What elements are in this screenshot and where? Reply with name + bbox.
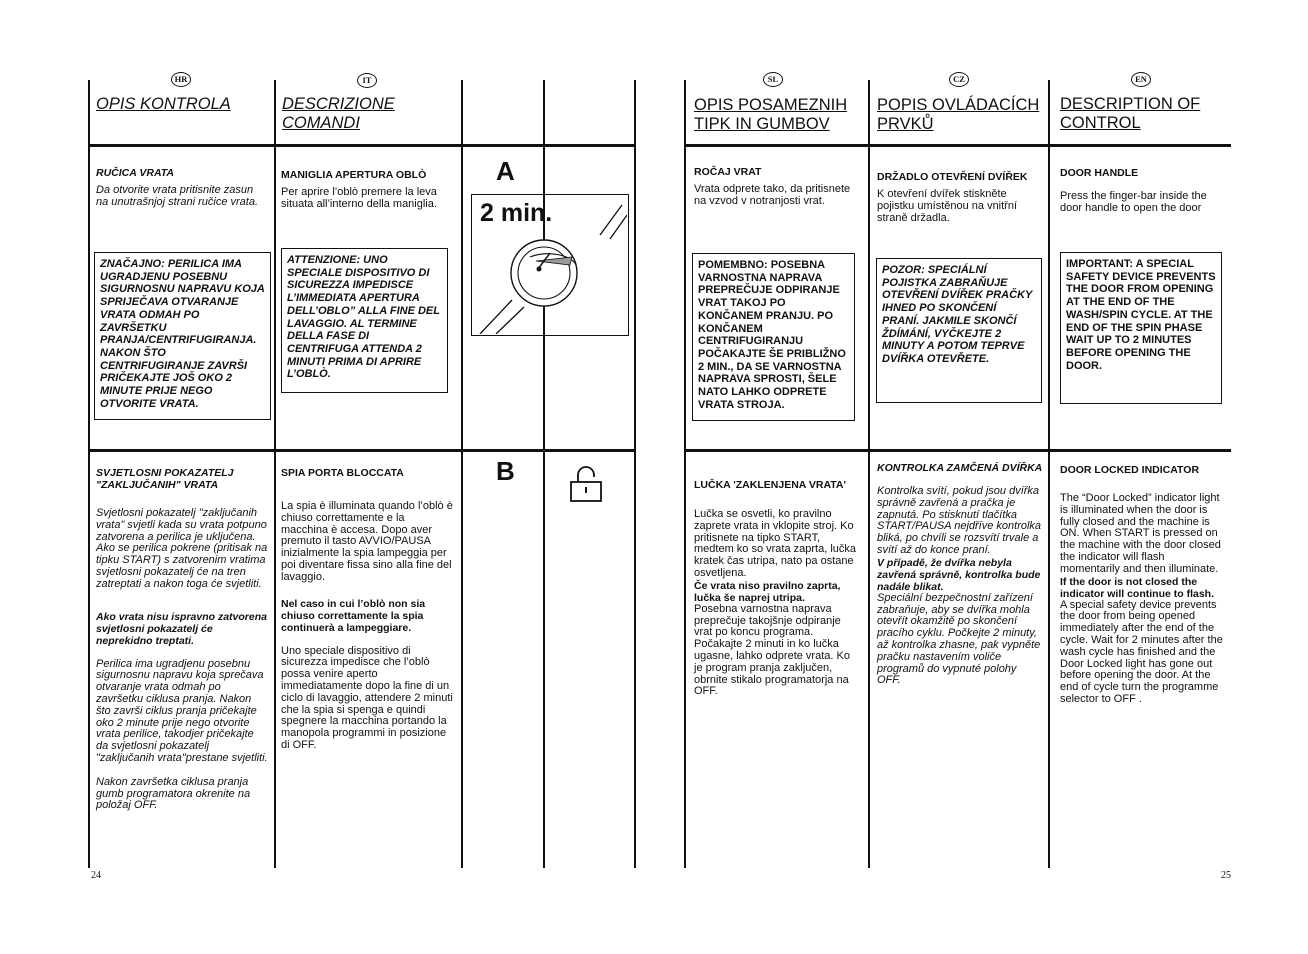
figure-b-label: B: [496, 456, 515, 486]
en-door-locked: [1060, 464, 1225, 706]
cz-door-handle: [877, 171, 1043, 224]
it-door-locked-title: SPIA PORTA BLOCCATA: [281, 467, 404, 479]
figure-a-time: 2 min.: [480, 199, 553, 227]
cz-door-locked-title: KONTROLKA ZAMČENÁ DVÍŘKA: [877, 462, 1043, 474]
sl-warning-box: POMEMBNO: POSEBNA VARNOSTNA NAPRAVA PREPREČUJE ODPIRANJE VRAT TAKOJ PO KONČANEM PRANJU. PO KONČANEM CENTRIFUGIRANJU POČAKAJTE ŠE PRIBLIŽNO 2 MIN., DA SE VARNOSTNA NAPRAVA SPROSTI, ŠELE NATO LAHKO ODPRETE VRATA STROJA.: [692, 253, 855, 421]
hr-door-locked-p3: Perilica ima ugradjenu posebnu sigurnosnu napravu koja sprečava otvaranje vrata odmah po završetku ciklusa pranja. Nakon što završi ciklus pranja pričekajte oko 2 minute prije nego otvorite vrata perilice, takodjer pričekajte da svjetlosni pokazatelj "zaključanih vrata"prestane svjetliti.: [96, 657, 268, 764]
hr-door-handle-text: Da otvorite vrata pritisnite zasun na unutrašnjoj strani ručice vrata.: [96, 184, 259, 208]
sl-door-locked: [694, 479, 860, 698]
cz-door-locked-p3: Speciální bezpečnostní zařízení zabraňuje, aby se dvířka mohla otevřít okamžitě po skončení pracího cyklu. Počkejte 2 minuty, až kontrolka zhasne, pak vypněte pračku nastavením voliče programů do vypnuté polohy OFF.: [877, 591, 1041, 687]
divider-left-top: [88, 144, 635, 147]
divider-left-mid: [88, 449, 635, 452]
rule-left-1: [88, 80, 90, 868]
cz-door-locked-p1: Kontrolka svítí, pokud jsou dvířka správně zavřená a pračka je zapnutá. Po stisknutí tlačítka START/PAUSA nejdříve kontrolka bliká, po chvíli se rozsvítí trvale a svítí až do konce praní.: [877, 485, 1042, 556]
rule-left-2: [274, 80, 276, 868]
it-door-handle-title: MANIGLIA APERTURA OBLÒ: [281, 169, 427, 181]
it-door-locked: [281, 467, 453, 752]
divider-right-top: [684, 144, 1231, 147]
heading-en: DESCRIPTION OF CONTROL: [1060, 95, 1201, 132]
rule-left-3: [461, 80, 463, 868]
en-door-handle-text: Press the finger-bar inside the door handle to open the door: [1060, 190, 1207, 214]
en-door-handle: [1060, 167, 1225, 215]
en-door-locked-p3: A special safety device prevents the door from being opened immediately after the end of the cycle. Wait for 2 minutes after the wash cycle has finished and the Door Locked light has gone out before opening the door. At the end of cycle turn the programme selector to OFF .: [1060, 598, 1223, 705]
sl-door-locked-title: LUČKA 'ZAKLENJENA VRATA': [694, 479, 846, 491]
sl-door-handle-title: ROČAJ VRAT: [694, 166, 762, 178]
cz-door-locked: [877, 462, 1043, 687]
rule-right-3: [1048, 80, 1050, 868]
hr-door-locked-p4: Nakon završetka ciklusa pranja gumb programatora okrenite na položaj OFF.: [96, 775, 251, 812]
divider-right-mid: [684, 449, 1231, 452]
hr-door-locked: [96, 467, 268, 812]
rule-right-1: [684, 80, 686, 868]
rule-left-5: [634, 80, 636, 868]
rule-right-2: [868, 80, 870, 868]
sl-door-locked-p1: Lučka se osvetli, ko pravilno zaprete vrata in vklopite stroj. Ko pritisnete na tipko START, medtem ko so vrata zaprta, lučka kratek čas utripa, nato pa ostane osvetljena.: [694, 508, 857, 579]
it-door-handle: [281, 169, 453, 211]
page-number-left: 24: [91, 870, 101, 881]
it-warning-box: ATTENZIONE: UNO SPECIALE DISPOSITIVO DI SICUREZZA IMPEDISCE L’IMMEDIATA APERTURA DELL’OBLO” ALLA FINE DEL LAVAGGIO. AL TERMINE DELLA FASE DI CENTRIFUGA ATTENDA 2 MINUTI PRIMA DI APRIRE L’OBLÒ.: [281, 248, 448, 393]
en-door-handle-title: DOOR HANDLE: [1060, 167, 1139, 179]
hr-door-handle-title: RUČICA VRATA: [96, 167, 174, 179]
heading-cz: POPIS OVLÁDACÍCH PRVKŮ: [877, 96, 1040, 133]
figure-a-frame: [471, 194, 629, 336]
hr-door-locked-p1: Svjetlosni pokazatelj "zaključanih vrata" svjetli kada su vrata potpuno zatvorena a perilica je uključena. Ako se perilica pokrene (pritisak na tipku START) s zatvorenim vratima svjetlosni pokazatelj će na tren zatreptati a nakon toga će svjetliti.: [96, 507, 268, 590]
hr-door-locked-title: SVJETLOSNI POKAZATELJ "ZAKLJUČANIH" VRATA: [96, 467, 234, 491]
lang-badge-cz: CZ: [949, 72, 969, 87]
sl-door-handle: [694, 166, 860, 208]
lang-badge-sl: SL: [763, 72, 783, 87]
it-door-locked-p3: Uno speciale dispositivo di sicurezza impedisce che l’oblò possa venire aperto immediatamente dopo la fine di un ciclo di lavaggio, attendere 2 minuti che la spia si spenga e quindi spegnere la macchina portando la manopola programmi in posizione di OFF.: [281, 644, 453, 751]
hr-door-handle: [96, 167, 266, 209]
it-door-handle-text: Per aprire l’oblò premere la leva situata all’interno della maniglia.: [281, 186, 437, 210]
sl-door-handle-text: Vrata odprete tako, da pritisnete na vzvod v notranjosti vrat.: [694, 183, 851, 207]
page-number-right: 25: [1221, 870, 1231, 881]
lang-badge-en: EN: [1131, 72, 1151, 87]
sl-door-locked-p2: Če vrata niso pravilno zaprta, lučka še naprej utripa.: [694, 579, 841, 604]
door-handle-illustration: [472, 195, 627, 334]
en-door-locked-title: DOOR LOCKED INDICATOR: [1060, 464, 1200, 476]
sl-door-locked-p3: Posebna varnostna naprava preprečuje takojšnje odpiranje vrat po koncu programa. Počakajte 2 minuti in ko lučka ugasne, lahko odprete vrata. Ko je program pranja zaključen, obrnite stikalo programatorja na OFF.: [694, 602, 850, 698]
en-door-locked-p2: If the door is not closed the indicator will continue to flash.: [1060, 575, 1215, 600]
cz-door-handle-text: K otevření dvířek stiskněte pojistku umístěnou na vnitřní straně držadla.: [877, 188, 1018, 224]
padlock-icon: [568, 466, 604, 504]
heading-hr: OPIS KONTROLA: [96, 95, 231, 113]
cz-warning-box: POZOR: SPECIÁLNÍ POJISTKA ZABRAŇUJE OTEVŘENÍ DVÍŘEK PRAČKY IHNED PO SKONČENÍ PRANÍ. JAKMILE SKONČÍ ŽDÍMÁNÍ, VYČKEJTE 2 MINUTY A POTOM TEPRVE DVÍŘKA OTEVŘETE.: [876, 258, 1042, 403]
figure-a-label: A: [496, 156, 515, 186]
en-warning-box: IMPORTANT: A SPECIAL SAFETY DEVICE PREVENTS THE DOOR FROM OPENING AT THE END OF THE WASH/SPIN CYCLE. AT THE END OF THE SPIN PHASE WAIT UP TO 2 MINUTES BEFORE OPENING THE DOOR.: [1060, 252, 1222, 404]
lang-badge-it: IT: [357, 73, 377, 88]
heading-it: DESCRIZIONE COMANDI: [282, 95, 395, 132]
en-door-locked-p1: The “Door Locked” indicator light is illuminated when the door is fully closed and the machine is ON. When START is pressed on the machine with the door closed the indicator will flash momentarily and then illuminate.: [1060, 492, 1221, 575]
cz-door-locked-p2: V případě, že dvířka nebyla zavřená správně, kontrolka bude nadále blikat.: [877, 556, 1041, 593]
hr-warning-box: ZNAČAJNO: PERILICA IMA UGRADJENU POSEBNU SIGURNOSNU NAPRAVU KOJA SPRIJEČAVA OTVARANJE VRATA ODMAH PO ZAVRŠETKU PRANJA/CENTRIFUGIRANJA. NAKON ŠTO CENTRIFUGIRANJE ZAVRŠI PRIČEKAJTE JOŠ OKO 2 MINUTE PRIJE NEGO OTVORITE VRATA.: [94, 252, 271, 420]
lang-badge-hr: HR: [171, 72, 191, 87]
cz-door-handle-title: DRŽADLO OTEVŘENÍ DVÍŘEK: [877, 171, 1028, 183]
it-door-locked-p1: La spia è illuminata quando l’oblò è chiuso correttamente e la macchina è accesa. Dopo aver premuto il tasto AVVIO/PAUSA inizialmente la spia lampeggia per poi diventare fissa sino alla fine del lavaggio.: [281, 500, 453, 583]
heading-sl: OPIS POSAMEZNIH TIPK IN GUMBOV: [694, 96, 848, 133]
hr-door-locked-p2: Ako vrata nisu ispravno zatvorena svjetlosni pokazatelj će neprekidno treptati.: [96, 610, 267, 647]
it-door-locked-p2: Nel caso in cui l’oblò non sia chiuso correttamente la spia continuerà a lampeggiare.: [281, 597, 426, 634]
